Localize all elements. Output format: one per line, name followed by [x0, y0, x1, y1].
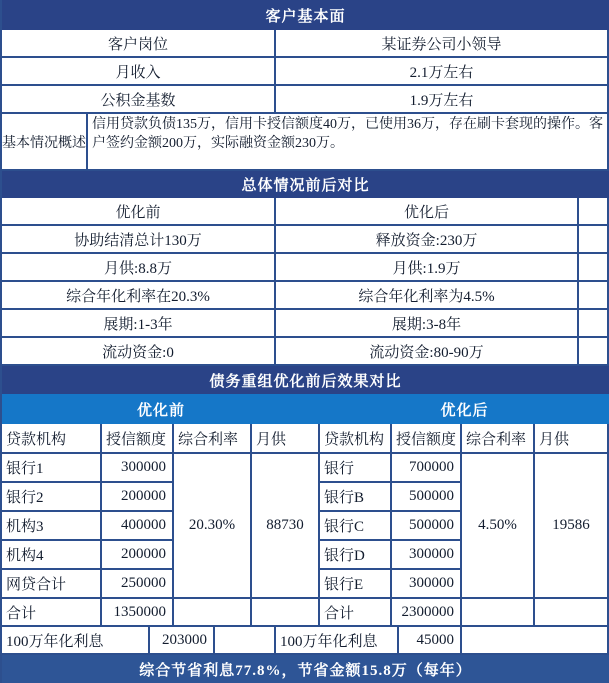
- credit-cell: 500000: [392, 483, 462, 512]
- before-credit-column: [102, 454, 174, 599]
- col-header-lender: 贷款机构: [2, 424, 102, 454]
- spacer-cell: [174, 599, 252, 627]
- credit-cell: 500000: [392, 512, 462, 541]
- col-header-monthly: 月供: [252, 424, 320, 454]
- before-after-band: [2, 394, 609, 424]
- before-interest-value: 203000: [150, 627, 215, 655]
- table-row: [2, 114, 609, 171]
- before-rate-merged-cell: 20.30%: [174, 454, 252, 599]
- col-header-credit: 授信额度: [102, 424, 174, 454]
- before-total-value: 1350000: [102, 599, 174, 627]
- table-header-row: [2, 424, 609, 454]
- term-before: 展期:1-3年: [2, 310, 276, 338]
- basic-summary-text: 信用贷款负债135万，信用卡授信额度40万，已使用36万，存在刷卡套现的操作。客户签约金额200万，实际融资金额230万。: [88, 114, 609, 171]
- table-row: [2, 310, 609, 338]
- monthly-payment-after: 月供:1.9万: [276, 254, 579, 282]
- col-header-lender: 贷款机构: [320, 424, 392, 454]
- lender-cell: 银行2: [2, 483, 102, 512]
- after-total-label: 合计: [320, 599, 392, 627]
- section2-title: 总体情况前后对比: [241, 178, 370, 194]
- annual-rate-before: 综合年化利率在20.3%: [2, 282, 276, 310]
- loan-tables-body: [2, 454, 609, 599]
- spacer-cell: [579, 310, 609, 338]
- spacer-cell: [535, 599, 609, 627]
- lender-cell: 银行1: [2, 454, 102, 483]
- lender-cell: 机构4: [2, 541, 102, 570]
- table-row: [2, 30, 609, 58]
- table-row: [2, 282, 609, 310]
- col-header-rate: 综合利率: [174, 424, 252, 454]
- credit-cell: 300000: [392, 541, 462, 570]
- monthly-income-value: 2.1万左右: [276, 58, 609, 86]
- credit-cell: 300000: [392, 570, 462, 599]
- spacer-cell: [462, 599, 535, 627]
- lender-cell: 银行E: [320, 570, 392, 599]
- after-interest-label: 100万年化利息: [276, 627, 399, 655]
- lender-cell: 银行B: [320, 483, 392, 512]
- table-row: [2, 58, 609, 86]
- after-credit-column: [392, 454, 462, 599]
- after-lender-column: [320, 454, 392, 599]
- monthly-income-label: 月收入: [2, 58, 276, 86]
- after-band-label: 优化后: [440, 402, 489, 419]
- before-interest-label: 100万年化利息: [2, 627, 150, 655]
- cleared-total-before: 协助结清总计130万: [2, 226, 276, 254]
- section3-title: 债务重组优化前后效果对比: [209, 373, 402, 390]
- after-total-value: 2300000: [392, 599, 462, 627]
- after-rate-merged-cell: 4.50%: [462, 454, 535, 599]
- section1-header: [2, 0, 609, 30]
- housing-fund-label: 公积金基数: [2, 86, 276, 114]
- lender-cell: 银行D: [320, 541, 392, 570]
- credit-cell: 400000: [102, 512, 174, 541]
- monthly-payment-before: 月供:8.8万: [2, 254, 276, 282]
- credit-cell: 300000: [102, 454, 174, 483]
- spacer-cell: [579, 254, 609, 282]
- liquidity-before: 流动资金:0: [2, 338, 276, 366]
- section3-header: [2, 366, 609, 394]
- annual-rate-after: 综合年化利率为4.5%: [276, 282, 579, 310]
- before-band-label: 优化前: [136, 402, 185, 419]
- client-position-label: 客户岗位: [2, 30, 276, 58]
- client-position-value: 某证券公司小领导: [276, 30, 609, 58]
- before-lender-column: [2, 454, 102, 599]
- after-column-header: 优化后: [276, 198, 579, 226]
- credit-cell: 700000: [392, 454, 462, 483]
- liquidity-after: 流动资金:80-90万: [276, 338, 579, 366]
- table-row: [2, 254, 609, 282]
- before-total-label: 合计: [2, 599, 102, 627]
- spacer-cell: [579, 226, 609, 254]
- after-monthly-merged-cell: 19586: [535, 454, 609, 599]
- released-funds-after: 释放资金:230万: [276, 226, 579, 254]
- spacer-cell: [579, 198, 609, 226]
- credit-cell: 200000: [102, 541, 174, 570]
- table-row: [2, 86, 609, 114]
- spacer-cell: [215, 627, 276, 655]
- lender-cell: 网贷合计: [2, 570, 102, 599]
- credit-cell: 250000: [102, 570, 174, 599]
- table-row: [2, 226, 609, 254]
- after-interest-value: 45000: [399, 627, 462, 655]
- section2-header: [2, 171, 609, 198]
- col-header-credit: 授信额度: [392, 424, 462, 454]
- spacer-cell: [579, 338, 609, 366]
- spacer-cell: [579, 282, 609, 310]
- term-after: 展期:3-8年: [276, 310, 579, 338]
- savings-summary-text: 综合节省利息77.8%，节省金额15.8万（每年）: [139, 662, 472, 679]
- totals-row: [2, 599, 609, 627]
- savings-summary-bar: [2, 655, 609, 683]
- basic-summary-label: 基本情况概述: [2, 114, 88, 171]
- lender-cell: 银行: [320, 454, 392, 483]
- spacer-cell: [252, 599, 320, 627]
- table-row: [2, 338, 609, 366]
- section1-title: 客户基本面: [265, 8, 346, 25]
- before-column-header: 优化前: [2, 198, 276, 226]
- col-header-rate: 综合利率: [462, 424, 535, 454]
- col-header-monthly: 月供: [535, 424, 609, 454]
- spacer-cell: [462, 627, 609, 655]
- interest-per-million-row: [2, 627, 609, 655]
- before-monthly-merged-cell: 88730: [252, 454, 320, 599]
- table-row: [2, 198, 609, 226]
- housing-fund-value: 1.9万左右: [276, 86, 609, 114]
- credit-cell: 200000: [102, 483, 174, 512]
- lender-cell: 机构3: [2, 512, 102, 541]
- lender-cell: 银行C: [320, 512, 392, 541]
